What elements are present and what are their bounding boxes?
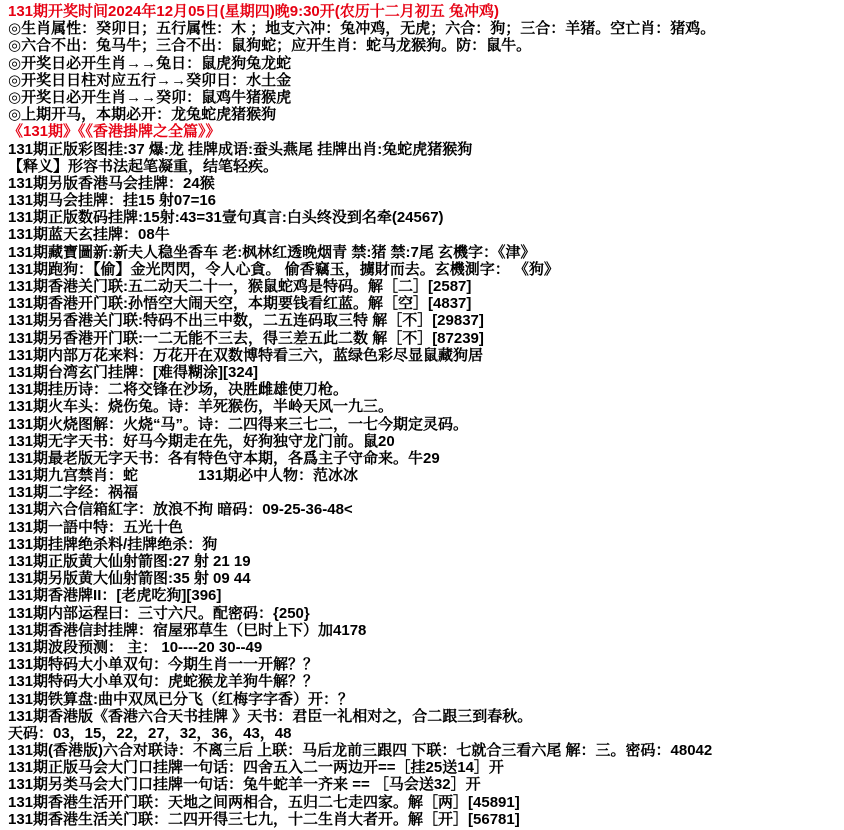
text-line: 131期香港牌II：[老虎吃狗][396] [8,587,222,605]
text-line: 131期一語中特：五光十色 [8,518,184,536]
text-line: 131期香港生活开门联：天地之间两相合，五归二七走四家。解［两］[45891] [8,793,520,811]
text-line: 131期六合信箱紅字：放浪不拘 暗码：09-25-36-48< [8,501,353,519]
text-line: 131期马会挂牌：挂15 射07=16 [8,192,217,210]
text-line: 131期另类马会大门口挂牌一句话：兔牛蛇羊一齐来 == ［马会送32］开 [8,776,481,794]
text-line: 131期(香港版)六合对联诗：不离三后 上联：马后龙前三跟四 下联：七就合三看六尾 解：三。密码：48042 [8,742,713,760]
text-line: 131期挂牌绝杀料/挂牌绝杀：狗 [8,535,218,553]
text-line: 131期台湾玄门挂牌：[难得糊涂][324] [8,363,259,381]
highlight-text-line: 《131期》《《香港掛牌之全篇》》 [8,123,221,141]
text-line: 131期蓝天玄挂牌：08牛 [8,226,170,244]
text-line: 天码：03，15，22，27，32，36，43，48 [8,724,292,742]
text-line: ◎上期开马，本期必开：龙兔蛇虎猪猴狗 [8,106,277,124]
text-line: 131期内部万花来料：万花开在双数博特看三六，蓝绿色彩尽显鼠藏狗居 [8,346,484,364]
text-line: 131期九宫禁肖：蛇 131期必中人物：范冰冰 [8,467,359,485]
text-line: 131期香港生活关门联：二四开得三七九，十二生肖大者开。解［开］[56781] [8,810,520,828]
text-line: 131期波段预测： 主： 10----20 30--49 [8,638,263,656]
text-line: 131期挂历诗：二将交锋在沙场，决胜雌雄使刀枪。 [8,381,349,399]
text-line: ◎开奖日日柱对应五行→→癸卯日：水土金 [8,71,292,89]
text-line: 131期香港信封挂牌：宿屋邪草生（巳时上下）加4178 [8,621,367,639]
text-line: 131期正版马会大门口挂牌一句话：四舍五入二一两边开==［挂25送14］开 [8,759,504,777]
text-line: 131期藏寶圖新:新夫人稳坐香车 老:枫林红透晚烟青 禁:猪 禁:7尾 玄機字：《津》 [8,243,536,261]
highlight-text-line: 131期开奖时间2024年12月05日(星期四)晚9:30开(农历十二月初五 兔冲鸡) [8,3,499,20]
text-line: 131期香港版《香港六合天书挂牌 》天书：君臣一礼相对之，合二跟三到春秋。 [8,707,533,725]
text-line: 131期另香港关门联:特码不出三中数，二五连码取三特 解［不］[29837] [8,312,484,330]
text-line: 131期火车头：烧伤兔。诗：羊死猴伤，半岭天风一九三。 [8,398,394,416]
text-line: 131期跑狗：【偷】金光閃閃，令人心貪。 偷香竊玉，擄財而去。玄機測字： 《狗》 [8,260,559,278]
text-line: 131期香港关门联:五二动天二十一，猴鼠蛇鸡是特码。解［二］[2587] [8,278,472,295]
text-line: 131期内部运程曰：三寸六尺。配密码：{250} [8,604,310,622]
text-line: 131期另版黄大仙射箭图:35 射 09 44 [8,570,251,588]
text-line: ◎生肖属性：癸卯日；五行属性：木 ；地支六冲：兔冲鸡，无虎；六合：狗；三合：羊猪。空亡肖：猪鸡。 [8,20,716,38]
text-line: ◎六合不出：兔马牛；三合不出：鼠狗蛇；应开生肖：蛇马龙猴狗。防：鼠牛。 [8,37,532,55]
text-line: 131期火烧图解：火烧“马”。诗：二四得来三七二，一七今期定灵码。 [8,415,469,433]
text-line: 131期正版彩图挂:37 爆:龙 挂牌成语:蚕头燕尾 挂牌出肖:兔蛇虎猪猴狗 [8,140,473,158]
text-line: 131期铁算盘:曲中双凤已分飞（红梅字字香）开：？ [8,690,354,708]
text-line: 131期香港开门联:孙悟空大闹天空，本期要钱看红蓝。解［空］[4837] [8,295,472,313]
text-line: ◎开奖日必开生肖→→兔日：鼠虎狗兔龙蛇 [8,54,292,72]
text-line: 131期另香港开门联:一二无能不三去，得三差五此二数 解［不］[87239] [8,329,484,347]
content-lines [8,3,840,828]
text-line: 131期正版黄大仙射箭图:27 射 21 19 [8,553,251,570]
text-line: 131期最老版无字天书：各有特色守本期，各爲主子守命来。牛29 [8,449,440,467]
text-line: 131期正版数码挂牌:15射:43=31壹句真言:白头终没到名牵(24567) [8,209,444,227]
text-line: 131期无字天书：好马今期走在先，好狗独守龙门前。鼠20 [8,432,395,450]
text-line: 131期二字经：祸福 [8,484,139,502]
text-line: 131期特码大小单双句：今期生肖一一开解？？ [8,656,319,674]
text-line: ◎开奖日必开生肖→→癸卯：鼠鸡牛猪猴虎 [8,88,292,106]
text-line: 131期特码大小单双句：虎蛇猴龙羊狗牛解？？ [8,673,319,691]
text-line: 131期另版香港马会挂牌：24猴 [8,174,215,192]
text-line: 【释义】形容书法起笔凝重，结笔轻疾。 [8,157,279,175]
